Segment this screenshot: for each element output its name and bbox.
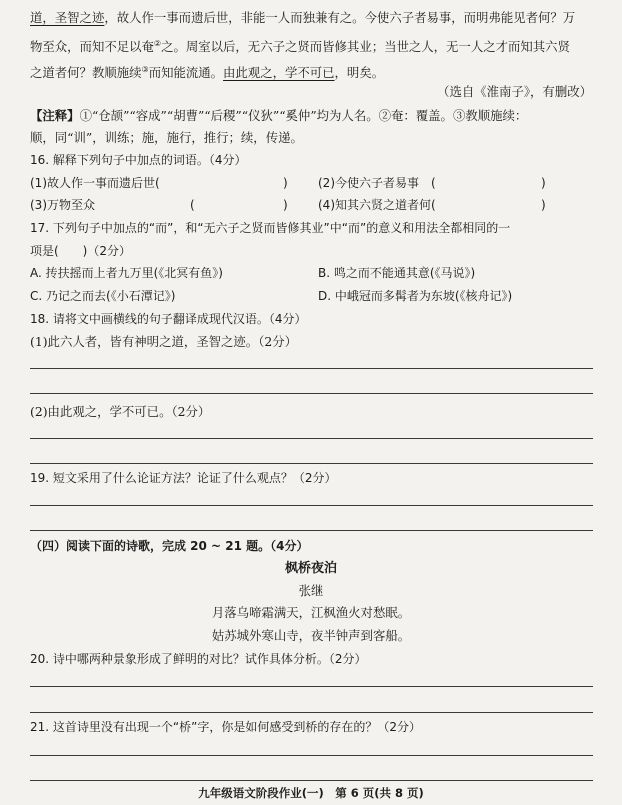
page-footer: 九年级语文阶段作业(一) 第 6 页(共 8 页): [198, 786, 424, 800]
q18-sentence-2: (2)由此观之，学不可已。（2分）: [30, 404, 211, 419]
question-16-stem: 16. 解释下列句子中加点的词语。（4分）: [30, 153, 247, 167]
q16-item-3-open: (: [190, 198, 195, 212]
notes-line-1: [30, 107, 527, 125]
question-17-stem-1: 17. 下列句子中加点的“而”，和“无六子之贤而皆修其业”中“而”的意义和用法全都相同的一: [30, 221, 511, 235]
question-18-stem: 18. 请将文中画横线的句子翻译成现代汉语。（4分）: [30, 312, 307, 326]
answer-line: [30, 755, 593, 756]
question-17-stem-2: 项是( )（2分）: [30, 244, 131, 258]
q17-option-c: C. 乃记之而去(《小石潭记》): [30, 289, 176, 303]
answer-line: [30, 438, 593, 439]
answer-line: [30, 686, 593, 687]
q16-item-1: (1)故人作一事而遗后世(: [30, 176, 160, 190]
q17-option-d: D. 中峨冠而多髯者为东坡(《核舟记》): [318, 289, 513, 303]
answer-line: [30, 712, 593, 713]
passage-text: 物至众，而知不足以奄: [30, 39, 154, 55]
q16-item-3: (3)万物至众: [30, 198, 95, 212]
answer-line: [30, 393, 593, 394]
footnote-mark: ③: [141, 65, 149, 74]
passage-underlined-sentence: 由此观之，学不可已: [223, 65, 335, 81]
q16-item-1-close: ): [283, 176, 288, 190]
q16-item-2-close: ): [541, 176, 546, 190]
poem-title: 枫桥夜泊: [284, 561, 337, 576]
q16-item-4: (4)知其六贤之道者何(: [318, 198, 436, 212]
q17-option-b: B. 鸣之而不能通其意(《马说》): [318, 266, 476, 280]
passage-text: 而知能流通。: [148, 65, 224, 81]
passage-line-3: [30, 61, 384, 82]
poem-line-1: 月落乌啼霜满天，江枫渔火对愁眠。: [211, 605, 411, 620]
passage-text: ，明矣。: [334, 65, 385, 81]
q16-item-2: (2)今使六子者易事 (: [318, 176, 436, 190]
question-21-stem: 21. 这首诗里没有出现一个“桥”字，你是如何感受到桥的存在的？（2分）: [30, 720, 421, 734]
passage-underlined-sentence-end: 道，圣智之迹: [30, 10, 105, 25]
passage-text: ，故人作一事而遗后世，非能一人而独兼有之。今使六子者易事，而明弗能见者何？万: [104, 10, 576, 25]
q16-item-4-close: ): [541, 198, 546, 212]
notes-line-2: 顺，同“训”，训练；施，施行，推行；续，传递。: [30, 130, 303, 145]
passage-source: （选自《淮南子》，有删改）: [437, 84, 592, 99]
answer-line: [30, 505, 593, 506]
poem-line-2: 姑苏城外寒山寺，夜半钟声到客船。: [211, 628, 411, 643]
q18-sentence-1: (1)此六人者，皆有神明之道，圣智之迹。（2分）: [30, 334, 298, 349]
answer-line: [30, 463, 593, 464]
question-19-stem: 19. 短文采用了什么论证方法？论证了什么观点？（2分）: [30, 471, 337, 485]
answer-line: [30, 530, 593, 531]
section-4-heading: （四）阅读下面的诗歌，完成 20 ~ 21 题。（4分）: [30, 539, 309, 553]
q16-item-3-close: ): [283, 198, 288, 212]
poem-author: 张继: [298, 583, 324, 598]
notes-label: 【注释】: [30, 108, 80, 123]
notes-text: ①“仓颉”“容成”“胡曹”“后稷”“仪狄”“奚仲”均为人名。②奄：覆盖。③教顺施续：: [79, 108, 528, 123]
passage-text: 之。周室以后，无六子之贤而皆修其业；当世之人，无一人之才而知其六贤: [161, 39, 570, 55]
q17-option-a: A. 抟扶摇而上者九万里(《北冥有鱼》): [30, 266, 223, 280]
answer-line: [30, 368, 593, 369]
passage-line-1: [30, 9, 575, 27]
question-20-stem: 20. 诗中哪两种景象形成了鲜明的对比？试作具体分析。（2分）: [30, 652, 367, 666]
footnote-mark: ②: [153, 39, 162, 48]
passage-text: 之道者何？教顺施续: [30, 65, 142, 81]
passage-line-2: [30, 35, 570, 56]
answer-line: [30, 780, 593, 781]
